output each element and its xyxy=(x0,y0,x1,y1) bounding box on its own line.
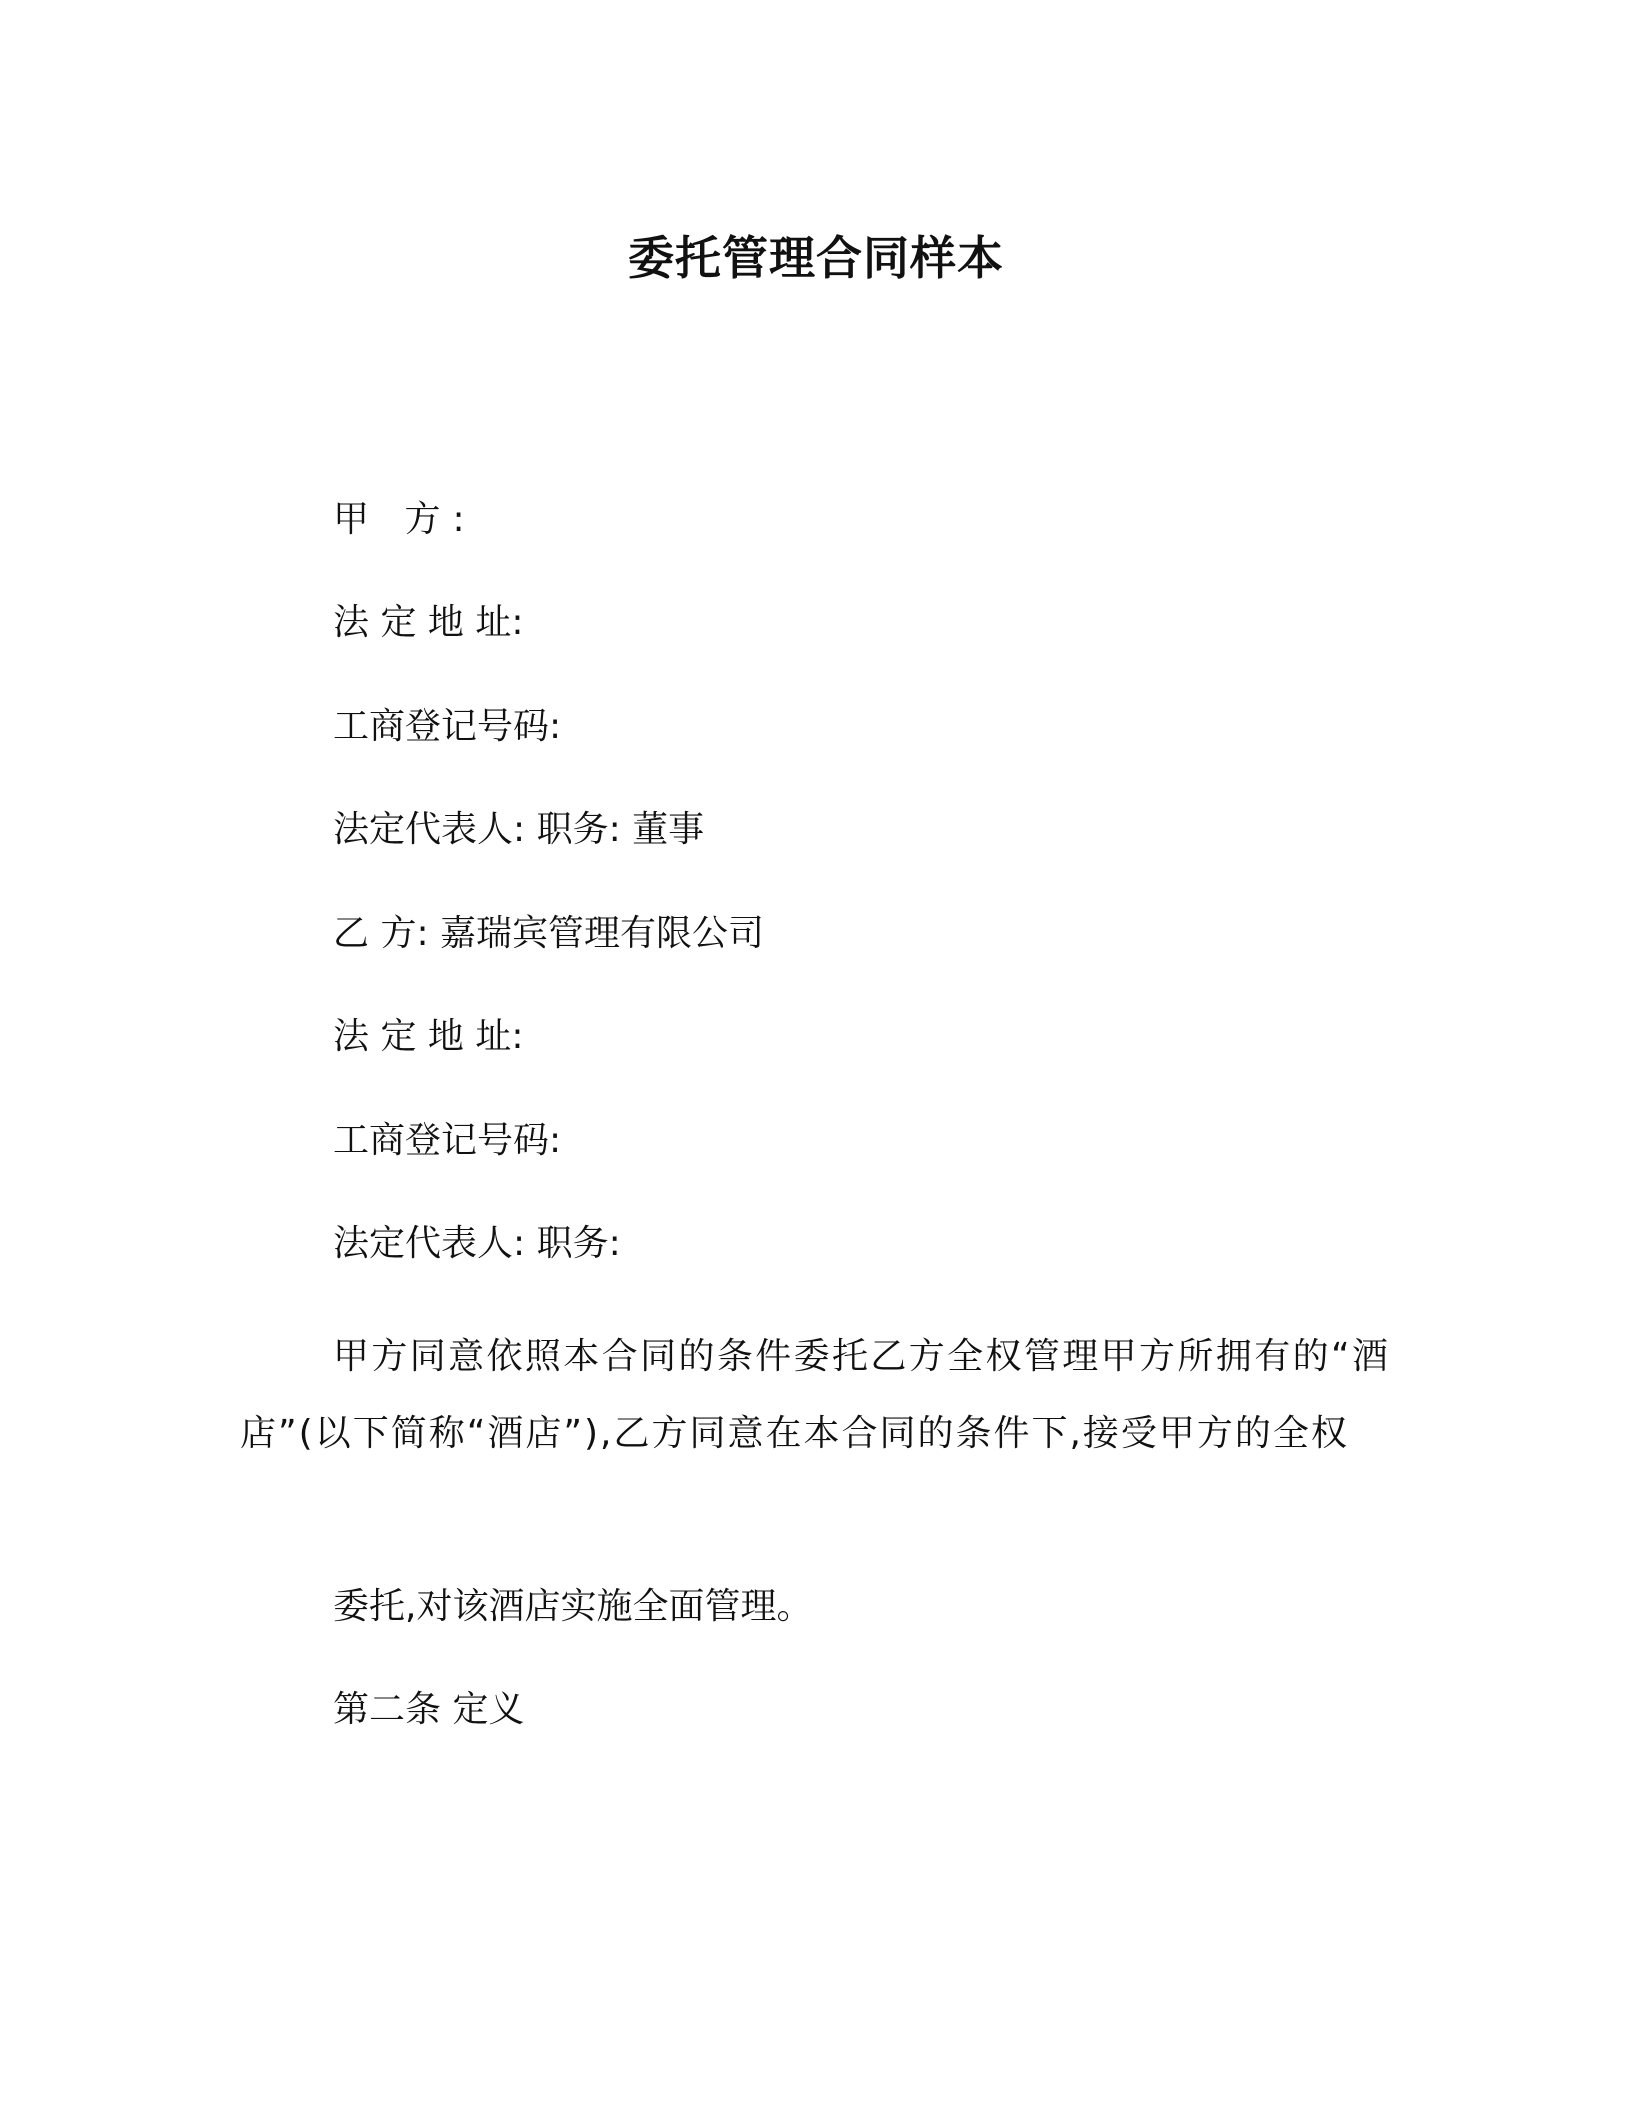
party-a-address-label: 法 定 地 址: xyxy=(333,602,524,643)
party-b-registration-label: 工商登记号码: xyxy=(333,1120,562,1161)
party-a-registration-label: 工商登记号码: xyxy=(333,706,562,747)
agreement-continuation: 委托,对该酒店实施全面管理。 xyxy=(333,1586,813,1627)
party-a-representative-label: 法定代表人: 职务: 董事 xyxy=(333,809,705,850)
party-b-representative-label: 法定代表人: 职务: xyxy=(333,1223,621,1264)
party-a-label: 甲 方: xyxy=(333,499,477,540)
section-heading: 第二条 定义 xyxy=(333,1689,525,1730)
agreement-paragraph: 甲方同意依照本合同的条件委托乙方全权管理甲方所拥有的“酒店”(以下简称“酒店”),乙方同意在本合同的条件下,接受甲方的全权 xyxy=(240,1336,1390,1454)
document-title: 委托管理合同样本 xyxy=(628,231,1004,285)
party-b-label: 乙 方: 嘉瑞宾管理有限公司 xyxy=(333,913,765,954)
party-b-address-label: 法 定 地 址: xyxy=(333,1016,524,1057)
